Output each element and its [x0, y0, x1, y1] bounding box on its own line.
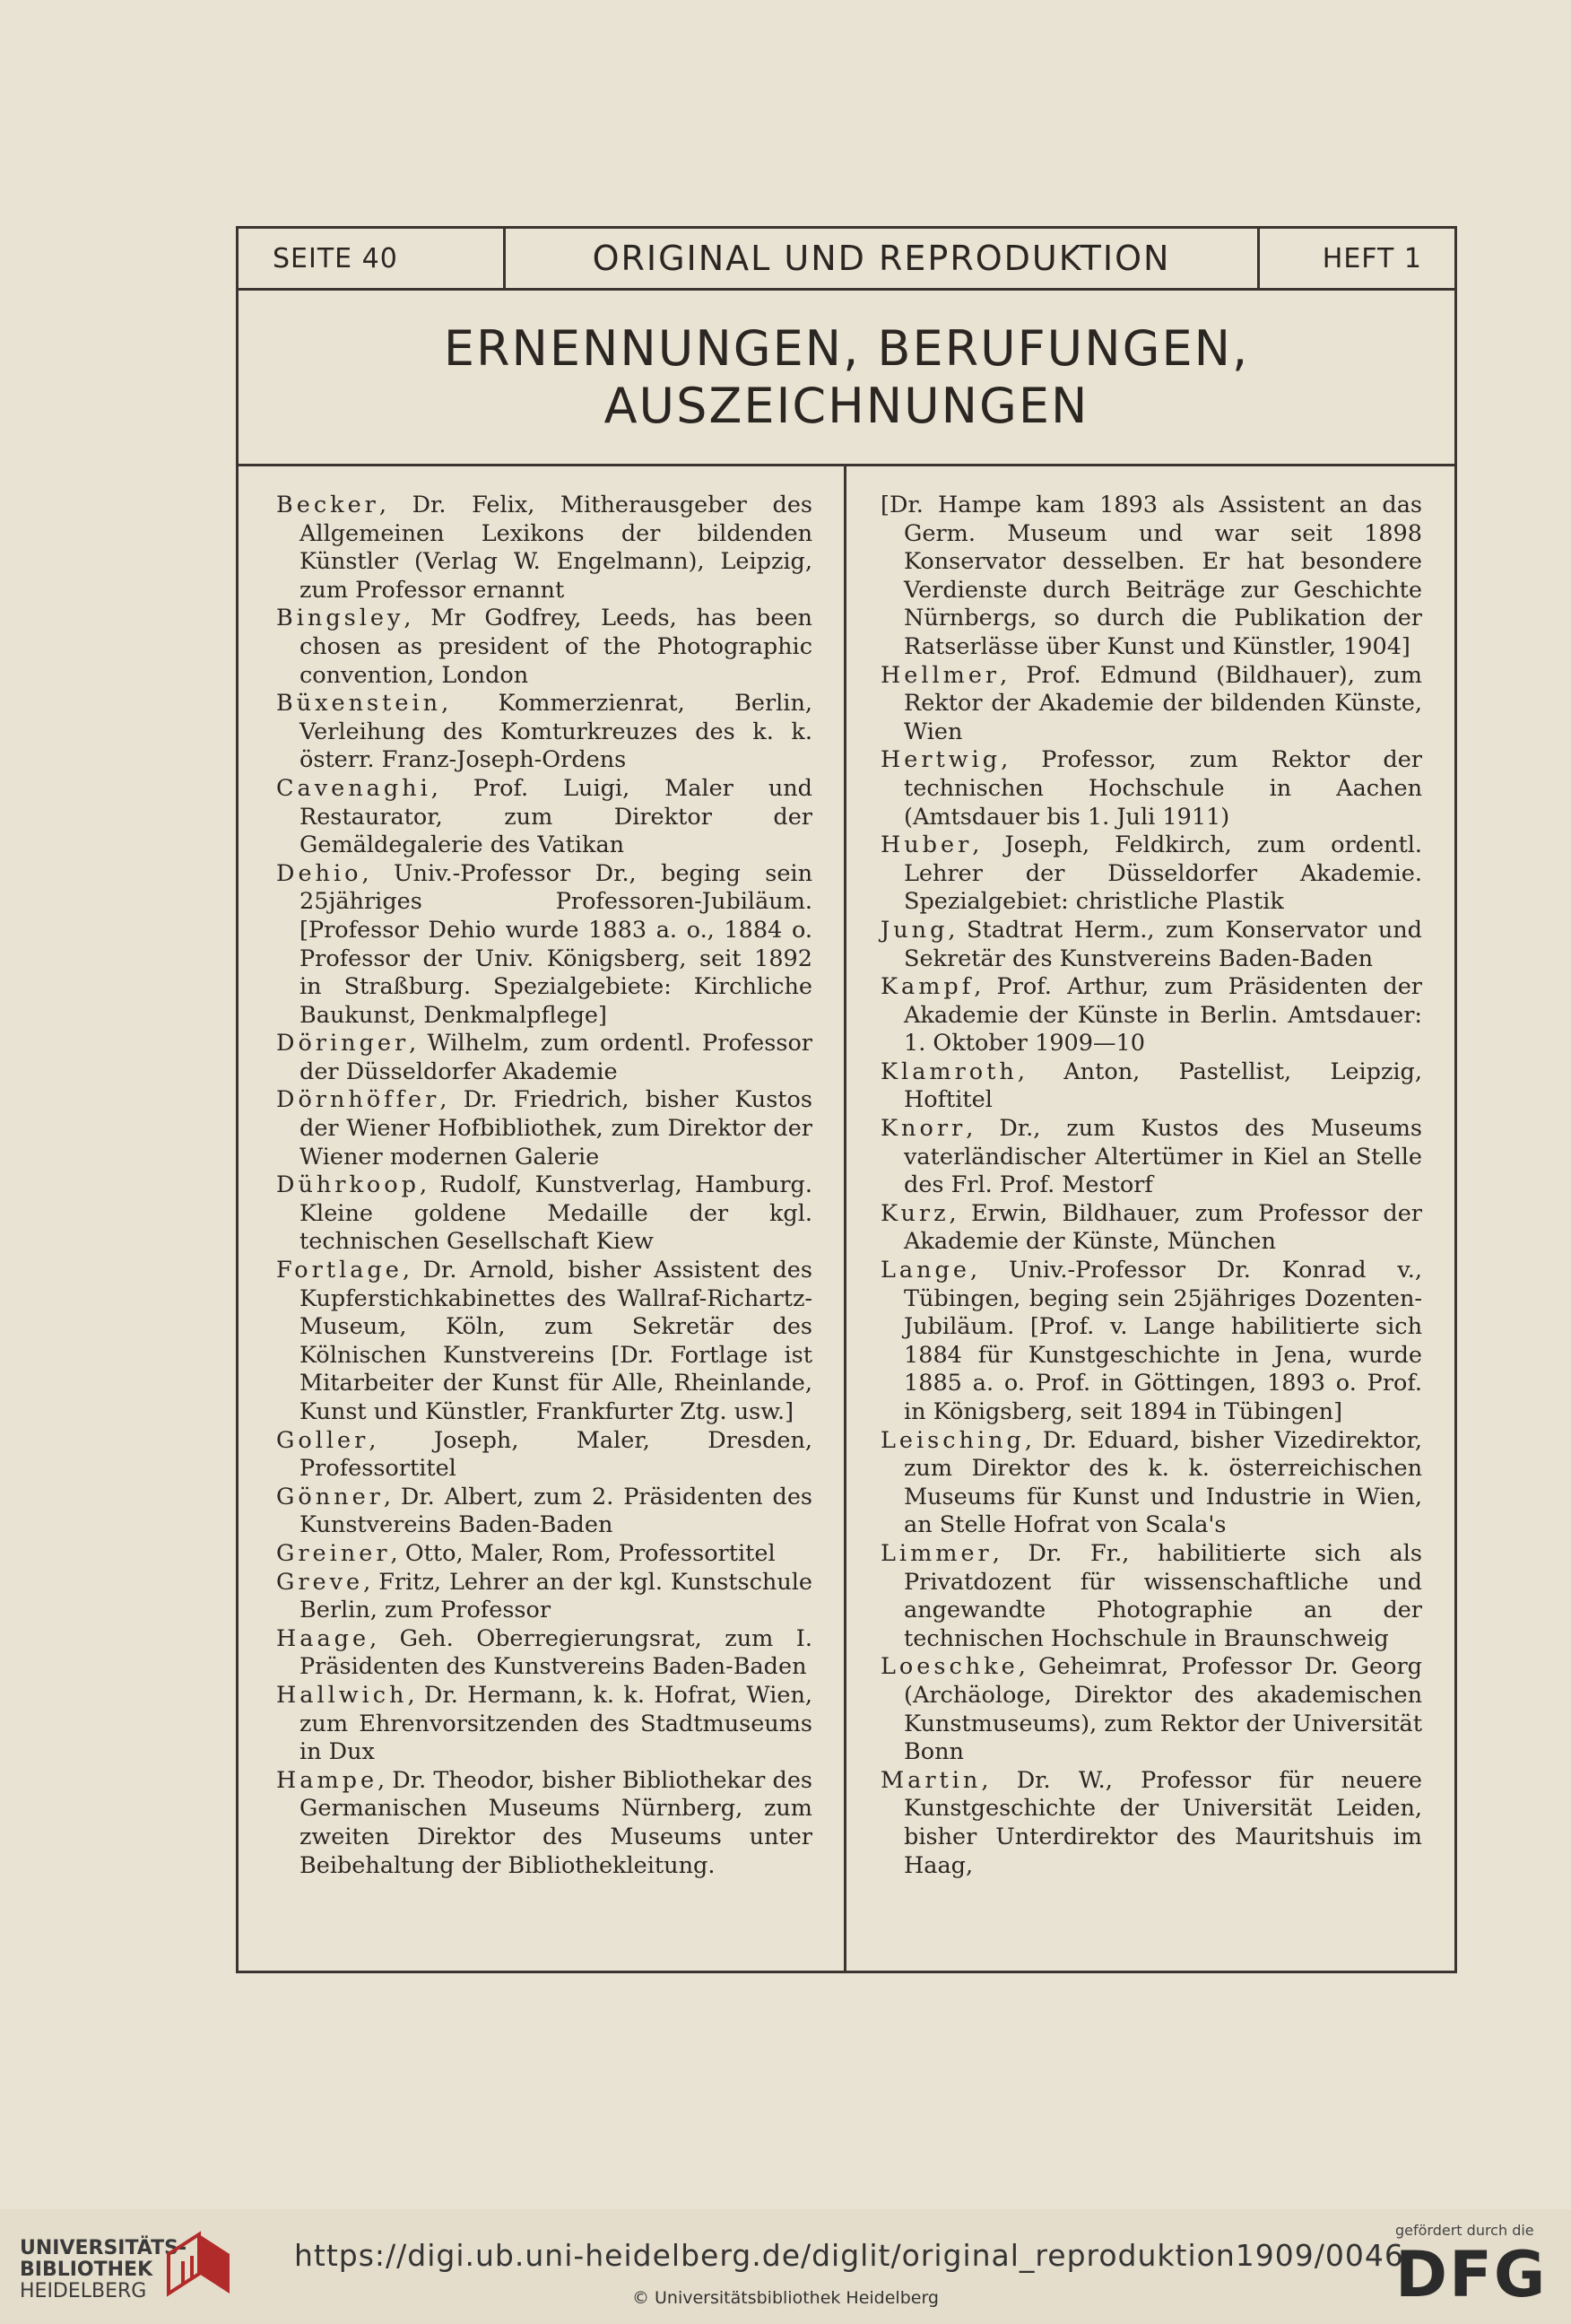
entry	[276, 492, 812, 605]
entry	[276, 1171, 812, 1257]
entry-name: Cavenaghi	[276, 774, 431, 802]
page-frame	[236, 226, 1457, 1973]
entry	[881, 1200, 1422, 1257]
entry-name: Dörnhöffer	[276, 1086, 440, 1114]
entry	[276, 775, 812, 860]
entry	[276, 1086, 812, 1171]
dfg-logo[interactable]	[1395, 2222, 1557, 2311]
entry-text: , Geh. Oberregierungsrat, zum I. Präsidenten des Kunstvereins Baden-Baden	[299, 1624, 812, 1681]
entry-text: , Otto, Maler, Rom, Professortitel	[390, 1539, 776, 1567]
entry-name: Greiner	[276, 1539, 391, 1567]
entry	[276, 1569, 812, 1625]
section-title	[239, 291, 1454, 466]
entry	[881, 1257, 1422, 1427]
entry-name: Kurz	[881, 1199, 950, 1227]
entry	[881, 917, 1422, 973]
entry	[276, 1484, 812, 1540]
entry	[276, 1030, 812, 1086]
entry-name: Hertwig	[881, 746, 1002, 774]
copyright-notice: © Universitätsbibliothek Heidelberg	[631, 2288, 939, 2308]
entry	[881, 662, 1422, 747]
entry	[881, 1058, 1422, 1115]
entry-name: Goller	[276, 1426, 369, 1454]
entry-name: Leisching	[881, 1426, 1025, 1454]
entry	[881, 746, 1422, 831]
entry-text: , Joseph, Maler, Dresden, Professortitel	[299, 1426, 812, 1483]
journal-title: ORIGINAL UND REPRODUKTION	[592, 239, 1171, 278]
entry	[276, 690, 812, 775]
entry-name: Dehio	[276, 859, 362, 887]
entry-text: , Joseph, Feldkirch, zum ordentl. Lehrer der Düsseldorfer Akademie. Spezialgebiet: christliche Plastik	[904, 831, 1422, 916]
entry-text: , Mr Godfrey, Leeds, has been chosen as president of the Photographic convention, London	[299, 605, 812, 689]
entry-name: Hellmer	[881, 661, 1001, 689]
entry	[276, 1625, 812, 1682]
entry-text: , Dr. Theodor, bisher Bibliothekar des Germanischen Museums Nürnberg, zum zweiten Direktor des Museums unter Beibehaltung der Bibliothekleitung.	[299, 1766, 812, 1879]
entry-text: , Univ.-Professor Dr. Konrad v., Tübingen, beging sein 25jähriges Dozenten-Jubiläum. [Prof. v. Lange habilitierte sich 1884 für Kunstgeschichte in Jena, wurde 1885 a. o. Prof. in Göttingen, 1893 o. Prof. in Königsberg, seit 1894 in Tübingen]	[904, 1257, 1422, 1425]
entry	[276, 860, 812, 1031]
entry-name: Haage	[276, 1624, 370, 1652]
entry	[881, 492, 1422, 662]
entry	[881, 1115, 1422, 1200]
entry	[276, 1682, 812, 1767]
entry-name: Greve	[276, 1568, 364, 1596]
entry-text: , Univ.-Professor Dr., beging sein 25jähriges Professoren-Jubiläum. [Professor Dehio wurde 1883 a. o., 1884 o. Professor der Univ. Königsberg, seit 1892 in Straßburg. Spezialgebiete: Kirchliche Baukunst, Denkmalpflege]	[299, 859, 812, 1029]
entry	[881, 1540, 1422, 1653]
entry-name: Becker	[276, 492, 379, 518]
entry-name: Klamroth	[881, 1058, 1018, 1085]
entry-text: , Dr. W., Professor für neuere Kunstgeschichte der Universität Leiden, bisher Unterdirektor des Mauritshuis im Haag,	[904, 1766, 1422, 1879]
entry	[881, 1653, 1422, 1766]
entry-text: , Stadtrat Herm., zum Konservator und Sekretär des Kunstvereins Baden-Baden	[904, 916, 1422, 972]
entry-text: , Erwin, Bildhauer, zum Professor der Akademie der Künste, München	[904, 1199, 1422, 1256]
entry-text: , Dr. Albert, zum 2. Präsidenten des Kunstvereins Baden-Baden	[299, 1483, 812, 1539]
page-number: SEITE 40	[239, 229, 506, 288]
entry	[881, 1767, 1422, 1880]
entry-text: , Dr. Eduard, bisher Vizedirektor, zum Direktor des k. k. österreichischen Museums für Kunst und Industrie in Wien, an Stelle Hofrat von Scala's	[904, 1426, 1422, 1539]
entry-name: Huber	[881, 831, 973, 859]
entry-text: [Dr. Hampe kam 1893 als Assistent an das Germ. Museum und war seit 1898 Konservator desselben. Er hat besondere Verdienste durch Beiträge zur Geschichte Nürnbergs, so durch die Publikation der Ratserlässe über Kunst und Künstler, 1904]	[881, 492, 1422, 660]
entry-name: Jung	[881, 916, 949, 944]
entry-name: Dührkoop	[276, 1171, 420, 1199]
entry-text: , Dr., zum Kustos des Museums vaterländischer Altertümer in Kiel an Stelle des Frl. Prof. Mestorf	[904, 1115, 1422, 1199]
entry-name: Gönner	[276, 1483, 384, 1510]
entry-name: Kampf	[881, 973, 975, 1001]
entry-text: , Dr. Felix, Mitherausgeber des Allgemeinen Lexikons der bildenden Künstler (Verlag W. Engelmann), Leipzig, zum Professor ernannt	[299, 492, 812, 604]
entry-text: , Anton, Pastellist, Leipzig, Hoftitel	[904, 1058, 1422, 1114]
ub-logo-line-1: UNIVERSITÄTS-	[20, 2237, 187, 2259]
entry-text: , Geheimrat, Professor Dr. Georg (Archäologe, Direktor des akademischen Kunstmuseums), zum Rektor der Universität Bonn	[904, 1653, 1422, 1766]
entry	[276, 1540, 812, 1569]
entry	[276, 1257, 812, 1427]
entry-text: , Fritz, Lehrer an der kgl. Kunstschule Berlin, zum Professor	[299, 1568, 812, 1624]
dfg-funding-note: gefördert durch die	[1395, 2222, 1534, 2239]
entry-text: , Dr. Friedrich, bisher Kustos der Wiener Hofbibliothek, zum Direktor der Wiener modernen Galerie	[299, 1086, 812, 1171]
entry-name: Bingsley	[276, 605, 404, 632]
entry	[881, 973, 1422, 1058]
entry-name: Martin	[881, 1766, 982, 1794]
entry-name: Knorr	[881, 1115, 967, 1143]
entry-name: Döringer	[276, 1030, 410, 1058]
entry	[276, 1767, 812, 1880]
entry-name: Loeschke	[881, 1653, 1019, 1681]
entry-text: , Prof. Luigi, Maler und Restaurator, zum Direktor der Gemäldegalerie des Vatikan	[299, 774, 812, 859]
entry	[881, 831, 1422, 917]
text-columns	[239, 466, 1454, 1973]
right-column	[881, 492, 1422, 1880]
entry-name: Hampe	[276, 1766, 378, 1794]
entry-name: Lange	[881, 1257, 970, 1284]
section-title-line-1: ERNENNUNGEN, BERUFUNGEN,	[443, 319, 1250, 377]
footer-bar	[0, 2209, 1571, 2324]
section-title-line-2: AUSZEICHNUNGEN	[603, 377, 1089, 434]
entry-name: Fortlage	[276, 1257, 403, 1284]
ub-logo-line-3: HEIDELBERG	[20, 2280, 147, 2302]
entry-text: , Professor, zum Rektor der technischen Hochschule in Aachen (Amtsdauer bis 1. Juli 1911)	[904, 746, 1422, 831]
dfg-wordmark: DFG	[1395, 2238, 1548, 2311]
entry-name: Hallwich	[276, 1681, 408, 1709]
left-column	[276, 492, 812, 1880]
column-divider	[844, 466, 846, 1973]
permalink-url[interactable]: https://digi.ub.uni-heidelberg.de/diglit/original_reproduktion1909/0046	[294, 2238, 1404, 2273]
entry-text: , Kommerzienrat, Berlin, Verleihung des Komturkreuzes des k. k. österr. Franz-Joseph-Ordens	[299, 690, 812, 774]
entry-name: Büxenstein	[276, 690, 442, 718]
entry-text: , Rudolf, Kunstverlag, Hamburg. Kleine goldene Medaille der kgl. technischen Gesellschaft Kiew	[299, 1171, 812, 1256]
running-header	[239, 229, 1454, 291]
entry-text: , Wilhelm, zum ordentl. Professor der Düsseldorfer Akademie	[299, 1030, 812, 1085]
entry-text: , Prof. Edmund (Bildhauer), zum Rektor der Akademie der bildenden Künste, Wien	[904, 661, 1422, 745]
issue-number: HEFT 1	[1257, 229, 1454, 288]
entry-name: Limmer	[881, 1539, 993, 1567]
ub-logo-line-2: BIBLIOTHEK	[20, 2259, 153, 2281]
entry	[276, 605, 812, 690]
entry-text: , Dr. Fr., habilitierte sich als Privatdozent für wissenschaftliche und angewandte Photographie an der technischen Hochschule in Braunschweig	[904, 1539, 1422, 1652]
entry-text: , Dr. Hermann, k. k. Hofrat, Wien, zum Ehrenvorsitzenden des Stadtmuseums in Dux	[299, 1681, 812, 1766]
entry	[881, 1427, 1422, 1540]
entry-text: , Dr. Arnold, bisher Assistent des Kupferstichkabinettes des Wallraf-Richartz-Museum, Köln, zum Sekretär des Kölnischen Kunstvereins [Dr. Fortlage ist Mitarbeiter der Kunst für Alle, Rheinlande, Kunst und Künstler, Frankfurter Ztg. usw.]	[299, 1257, 812, 1425]
entry	[276, 1427, 812, 1484]
entry-text: , Prof. Arthur, zum Präsidenten der Akademie der Künste in Berlin. Amtsdauer: 1. Oktober 1909—10	[904, 973, 1422, 1058]
